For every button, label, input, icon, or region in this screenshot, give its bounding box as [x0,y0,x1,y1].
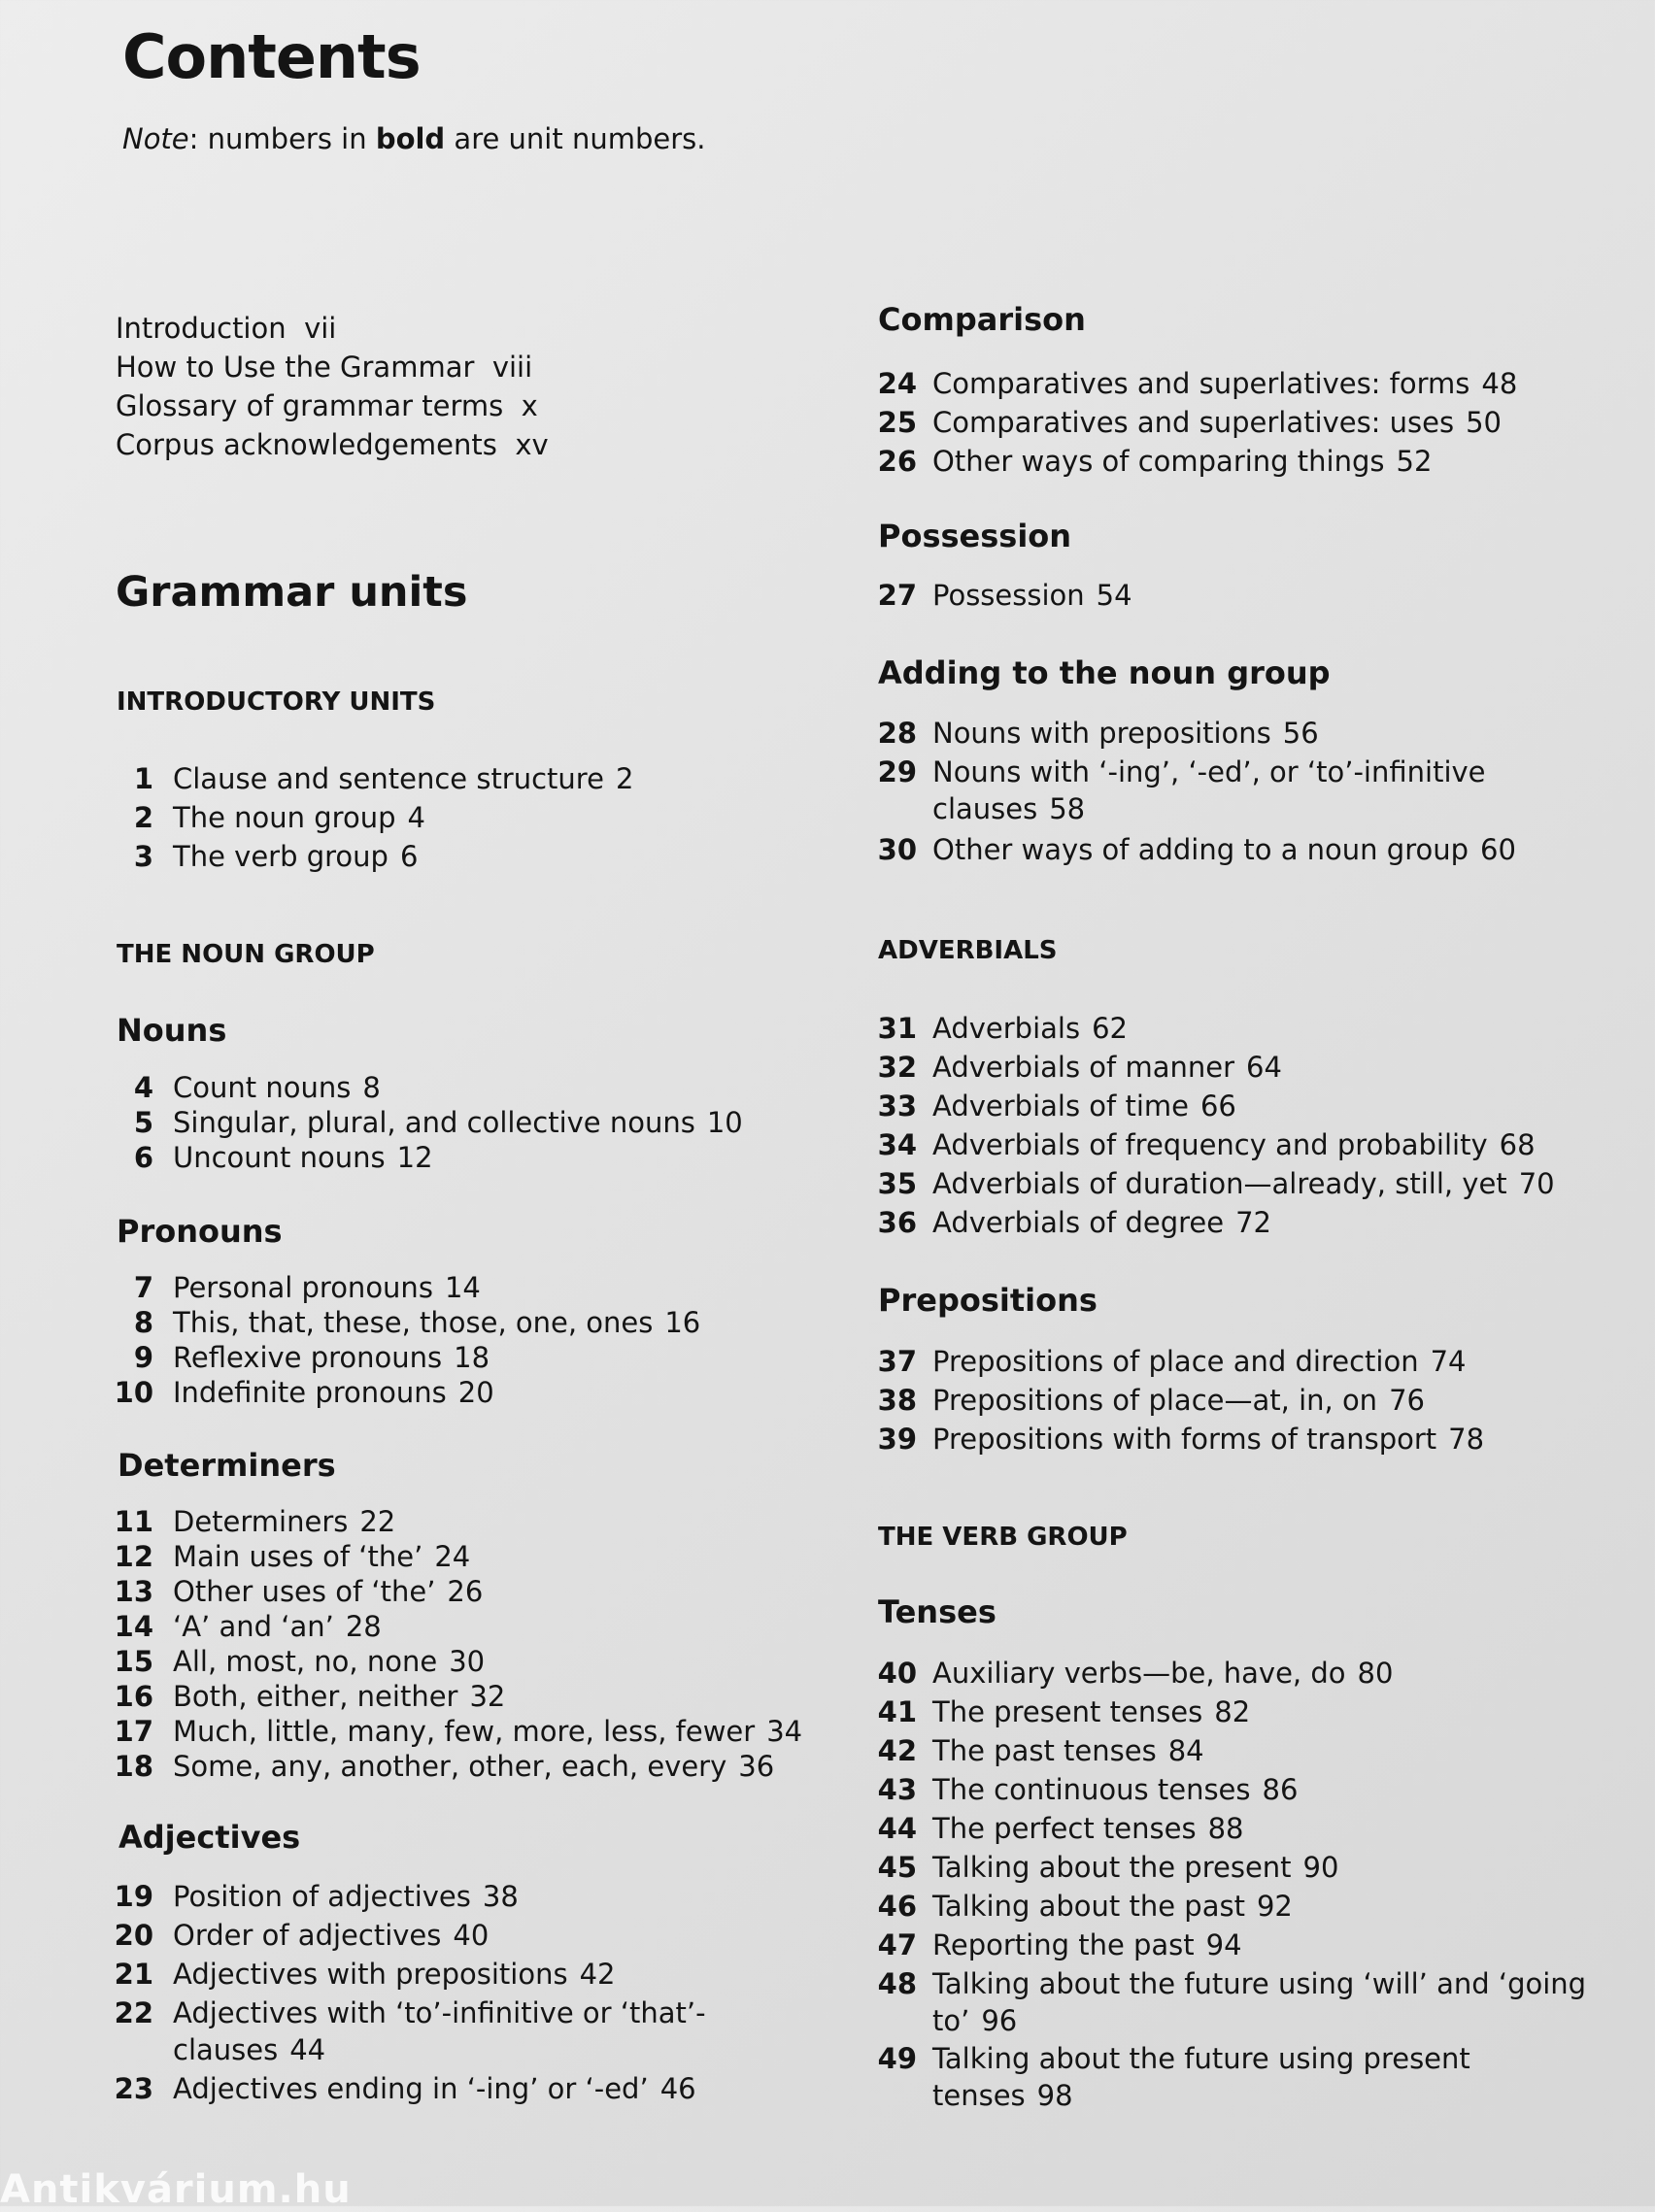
unit-page: 52 [1396,445,1433,478]
unit-page: 20 [457,1376,494,1409]
unit-number: 14 [114,1610,153,1643]
subsection-heading-determiners: Determiners [118,1447,336,1484]
unit-number: 20 [114,1919,153,1952]
unit-title: Singular, plural, and collective nouns [173,1106,695,1139]
unit-page: 84 [1167,1734,1204,1767]
unit-title-continued: tenses [932,2079,1026,2112]
unit-title: Other ways of adding to a noun group [932,833,1469,866]
unit-title: Reflexive pronouns [173,1341,443,1374]
unit-number: 15 [114,1645,153,1678]
unit-title: Auxiliary verbs—be, have, do [932,1657,1346,1690]
unit-title: The noun group [173,801,396,834]
unit-title-continued: clauses [932,792,1038,825]
unit-title: Much, little, many, few, more, less, fewer [173,1715,756,1748]
unit-number: 10 [114,1376,153,1409]
unit-title: Adverbials [932,1012,1081,1045]
unit-number: 4 [133,1071,153,1104]
unit-page: 46 [659,2072,696,2105]
unit-page: 40 [453,1919,490,1952]
unit-title: Other ways of comparing things [932,445,1385,478]
unit-page: 54 [1096,579,1132,612]
unit-title: Clause and sentence structure [173,762,604,795]
unit-title: The perfect tenses [932,1812,1197,1845]
unit-title: Adverbials of frequency and probability [932,1128,1488,1161]
section-heading-adverbials: ADVERBIALS [878,936,1058,965]
front-matter-label: Corpus acknowledgements [116,428,497,461]
unit-title: Nouns with ‘-ing’, ‘-ed’, or ‘to’-infinitive [932,755,1486,788]
subsection-heading-tenses: Tenses [878,1593,996,1630]
unit-title: The verb group [173,840,388,873]
front-matter-label: Introduction [116,312,287,345]
front-matter-list [116,309,549,464]
unit-title: Adjectives with prepositions [173,1958,568,1991]
front-matter-page: xv [515,428,549,461]
unit-title: Comparatives and superlatives: forms [932,367,1470,400]
unit-number: 18 [114,1750,153,1783]
unit-page: 24 [434,1540,471,1573]
unit-title: Determiners [173,1505,349,1538]
unit-number: 31 [877,1012,917,1045]
unit-page: 64 [1246,1051,1282,1084]
unit-page: 28 [345,1610,382,1643]
unit-title: Adjectives ending in ‘-ing’ or ‘-ed’ [173,2072,649,2105]
subsection-heading-prepositions: Prepositions [878,1282,1098,1319]
unit-number: 11 [114,1505,153,1538]
unit-page: 4 [407,801,425,834]
unit-title: Some, any, another, other, each, every [173,1750,727,1783]
unit-number: 34 [877,1128,917,1161]
front-matter-page: x [521,389,538,422]
unit-page: 88 [1207,1812,1244,1845]
unit-title: The present tenses [932,1695,1203,1728]
unit-title: Main uses of ‘the’ [173,1540,423,1573]
unit-page: 48 [1481,367,1518,400]
unit-number: 3 [133,840,153,873]
unit-title: Position of adjectives [173,1880,471,1913]
unit-page: 6 [399,840,419,873]
unit-number: 30 [877,833,917,866]
unit-number: 36 [877,1206,917,1239]
unit-number: 44 [877,1812,917,1845]
unit-number: 9 [133,1341,153,1374]
unit-page: 10 [706,1106,743,1139]
unit-title: Adverbials of time [932,1089,1189,1123]
page-title: Contents [122,21,421,92]
unit-title: Comparatives and superlatives: uses [932,406,1455,439]
unit-number: 26 [877,445,917,478]
unit-page: 22 [359,1505,396,1538]
note-label: Note [122,122,189,155]
section-heading-introductory: INTRODUCTORY UNITS [117,687,436,717]
unit-number: 32 [877,1051,917,1084]
unit-title: Possession [932,579,1085,612]
note-bold-word: bold [375,122,446,155]
unit-title: Talking about the future using present [932,2042,1470,2075]
unit-number: 8 [133,1306,153,1339]
front-matter-page: viii [491,351,533,384]
unit-number: 23 [114,2072,153,2105]
unit-title: Indefinite pronouns [173,1376,447,1409]
unit-number: 46 [877,1890,917,1923]
unit-number: 47 [877,1928,917,1961]
unit-page: 16 [664,1306,701,1339]
unit-page: 76 [1389,1384,1425,1417]
subsection-heading-nouns: Nouns [117,1012,227,1049]
unit-page: 78 [1448,1423,1485,1456]
unit-page: 2 [615,762,634,795]
unit-title: The past tenses [932,1734,1157,1767]
front-matter-page: vii [304,312,337,345]
unit-number: 33 [877,1089,917,1123]
note-text-2: are unit numbers. [445,122,706,155]
grammar-units-heading: Grammar units [116,568,468,617]
unit-title: Order of adjectives [173,1919,442,1952]
note-line [122,122,705,155]
unit-title: Both, either, neither [173,1680,458,1713]
subsection-heading-pronouns: Pronouns [117,1213,283,1250]
front-matter-item [116,386,549,425]
unit-page: 44 [289,2033,326,2066]
unit-page: 18 [454,1341,490,1374]
unit-title: Talking about the future using ‘will’ and ‘going [932,1967,1587,2000]
unit-number: 7 [133,1271,153,1304]
unit-number: 35 [877,1167,917,1200]
unit-title: Personal pronouns [173,1271,433,1304]
unit-page: 30 [449,1645,486,1678]
unit-number: 16 [114,1680,153,1713]
unit-page: 42 [579,1958,616,1991]
unit-number: 21 [114,1958,153,1991]
unit-number: 49 [877,2042,917,2075]
unit-title: Talking about the past [932,1890,1245,1923]
unit-title: Reporting the past [932,1928,1195,1961]
front-matter-item [116,425,549,464]
section-heading-noun-group: THE NOUN GROUP [117,940,375,969]
unit-number: 17 [114,1715,153,1748]
unit-page: 50 [1466,406,1503,439]
unit-number: 24 [877,367,917,400]
watermark: Antikvárium.hu [0,2167,352,2212]
unit-number: 48 [877,1967,917,2000]
unit-number: 29 [877,755,917,788]
unit-page: 14 [444,1271,481,1304]
unit-title: All, most, no, none [173,1645,438,1678]
unit-title: Talking about the present [932,1851,1292,1884]
unit-number: 41 [877,1695,917,1728]
unit-title: Adverbials of manner [932,1051,1234,1084]
unit-title-continued: clauses [173,2033,279,2066]
unit-title: Prepositions with forms of transport [932,1423,1437,1456]
unit-title: Prepositions of place and direction [932,1345,1419,1378]
unit-page: 34 [766,1715,803,1748]
unit-title: ‘A’ and ‘an’ [173,1610,334,1643]
unit-page: 56 [1282,717,1319,750]
unit-title: Uncount nouns [173,1141,386,1174]
section-heading-verb-group: THE VERB GROUP [878,1523,1128,1552]
front-matter-item [116,309,549,348]
unit-page: 92 [1256,1890,1293,1923]
unit-number: 5 [133,1106,153,1139]
unit-title: Adverbials of degree [932,1206,1225,1239]
unit-title: Adverbials of duration—already, still, yet [932,1167,1507,1200]
unit-page: 60 [1480,833,1516,866]
unit-title: Prepositions of place—at, in, on [932,1384,1378,1417]
unit-page: 38 [482,1880,519,1913]
unit-title: Nouns with prepositions [932,717,1271,750]
unit-title-continued: to’ [932,2004,970,2037]
subsection-heading-adding: Adding to the noun group [878,654,1331,691]
unit-number: 28 [877,717,917,750]
unit-page: 96 [981,2004,1018,2037]
unit-page: 32 [469,1680,506,1713]
unit-number: 12 [114,1540,153,1573]
unit-title: This, that, these, those, one, ones [173,1306,654,1339]
unit-number: 43 [877,1773,917,1806]
unit-page: 36 [738,1750,775,1783]
front-matter-label: How to Use the Grammar [116,351,475,384]
subsection-heading-adjectives: Adjectives [118,1819,301,1856]
note-text-1: : numbers in [188,122,376,155]
unit-number: 40 [877,1657,917,1690]
unit-page: 80 [1357,1657,1394,1690]
unit-page: 82 [1214,1695,1251,1728]
unit-title: The continuous tenses [932,1773,1251,1806]
subsection-heading-comparison: Comparison [878,301,1086,338]
unit-page: 74 [1430,1345,1467,1378]
unit-number: 38 [877,1384,917,1417]
unit-page: 70 [1518,1167,1555,1200]
unit-number: 37 [877,1345,917,1378]
unit-page: 12 [396,1141,433,1174]
unit-title: Count nouns [173,1071,352,1104]
unit-page: 62 [1092,1012,1128,1045]
unit-page: 90 [1302,1851,1339,1884]
unit-number: 2 [133,801,153,834]
unit-number: 39 [877,1423,917,1456]
unit-page: 8 [362,1071,381,1104]
unit-page: 58 [1049,792,1086,825]
unit-page: 98 [1036,2079,1073,2112]
unit-page: 66 [1199,1089,1236,1123]
unit-page: 72 [1235,1206,1271,1239]
unit-number: 1 [133,762,153,795]
unit-page: 26 [447,1575,484,1608]
unit-number: 42 [877,1734,917,1767]
front-matter-label: Glossary of grammar terms [116,389,504,422]
unit-page: 94 [1205,1928,1242,1961]
unit-title: Adjectives with ‘to’-infinitive or ‘that’- [173,1996,706,2029]
unit-number: 45 [877,1851,917,1884]
unit-page: 86 [1262,1773,1299,1806]
front-matter-item [116,348,549,386]
unit-number: 22 [114,1996,153,2029]
unit-title: Other uses of ‘the’ [173,1575,436,1608]
unit-number: 6 [133,1141,153,1174]
unit-number: 25 [877,406,917,439]
unit-number: 27 [877,579,917,612]
subsection-heading-possession: Possession [878,518,1072,554]
unit-number: 13 [114,1575,153,1608]
unit-page: 68 [1499,1128,1536,1161]
unit-number: 19 [114,1880,153,1913]
